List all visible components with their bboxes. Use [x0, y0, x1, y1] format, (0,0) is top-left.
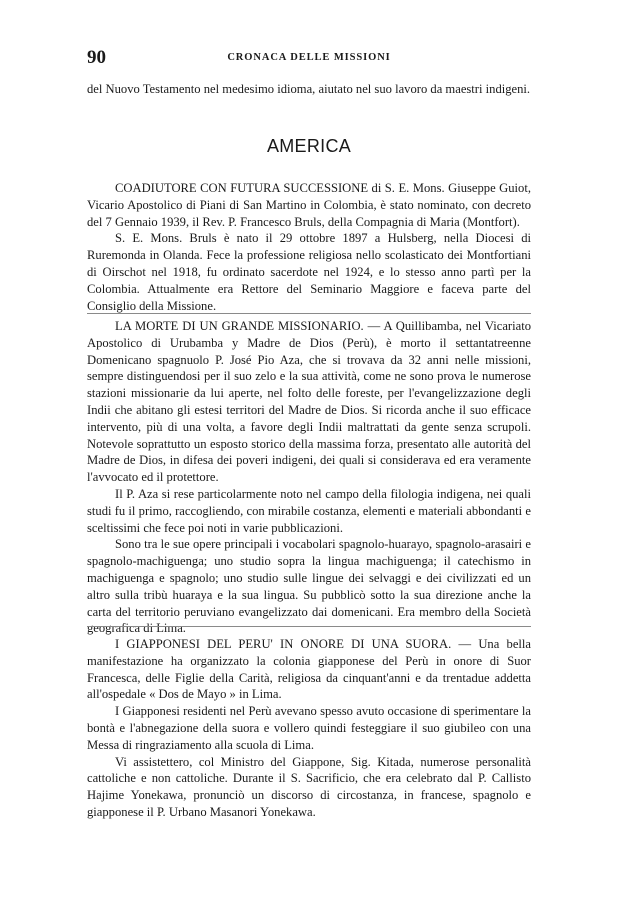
intro-paragraph: del Nuovo Testamento nel medesimo idioma, aiutato nel suo lavoro da maestri indigeni.	[87, 82, 531, 96]
section-heading: AMERICA	[266, 136, 352, 156]
running-title: CRONACA DELLE MISSIONI	[227, 52, 391, 63]
article-coadiutore	[87, 180, 531, 314]
article-paragraph: Il P. Aza si rese particolarmente noto nel campo della filologia indigena, nei quali studi fu il primo, raccogliendo, con mirabile costanza, elementi e materiali abbondanti e sceltissimi che fece poi noti in varie pubblicazioni.	[87, 486, 531, 535]
article-paragraph: I GIAPPONESI DEL PERU' IN ONORE DI UNA SUORA. — Una bella manifestazione ha organizzato la colonia giapponese del Perù in onore di Suor Francesca, delle Figlie della Carità, religiosa da cinquant'anni e da trentadue addetta all'ospedale « Dos de Mayo » in Lima.	[87, 637, 531, 702]
article-morte-missionario	[87, 318, 531, 637]
article-paragraph: COADIUTORE CON FUTURA SUCCESSIONE di S. E. Mons. Giuseppe Guiot, Vicario Apostolico di Piani di San Martino in Colombia, è stato nominato, con decreto del 7 Gennaio 1939, il Rev. P. Francesco Bruls, della Compagnia di Maria (Montfort).	[87, 181, 531, 229]
section-divider	[87, 626, 531, 627]
article-paragraph: S. E. Mons. Bruls è nato il 29 ottobre 1897 a Hulsberg, nella Diocesi di Ruremonda in Olanda. Fece la professione religiosa nello scolasticato dei Montfortiani di Oirschot nel 1918, fu ordinato sacerdote nel 1924, e lo stesso anno partì per la Colombia. Attualmente era Rettore del Seminario Maggiore e faceva parte del Consiglio della Missione.	[87, 231, 531, 313]
running-header	[87, 47, 531, 69]
section-divider	[87, 313, 531, 314]
article-paragraph: Sono tra le sue opere principali i vocabolari spagnolo-huarayo, spagnolo-arasairi e spagnolo-machiguenga; uno studio sopra la lingua machiguenga; il catechismo in machiguenga e spagnolo; uno studio sulle lingue dei selvaggi e dei civilizzati ed un altro sulla tribù huaraya e la sua lingua. Su pubblicò sotto la sua direzione anche la carta del territorio peruviano evangelizzato dai domenicani. Era membro della Società geografica di Lima.	[87, 537, 531, 636]
intro-text	[87, 81, 531, 98]
article-paragraph: I Giapponesi residenti nel Perù avevano spesso avuto occasione di sperimentare la bontà e l'abnegazione della suora e vollero quindi festeggiare il suo giubileo con una Messa di ringraziamento alla scuola di Lima.	[87, 704, 531, 752]
article-paragraph: LA MORTE DI UN GRANDE MISSIONARIO. — A Quillibamba, nel Vicariato Apostolico di Urubamba y Madre de Dios (Perù), è morto il settantatreenne Domenicano spagnuolo P. José Pio Aza, che si trovava da 32 anni nelle missioni, sempre distinguendosi per il suo zelo e la sua attività, come ne sono prova le numerose stazioni missionarie da lui aperte, nel folto delle foreste, per l'evangelizzazione degli Indii che abitano gli estesi territori del Madre de Dios. Si ricorda anche il suo efficace intervento, più di una volta, a favore degli Indii maltrattati da gente senza scrupoli. Notevole soprattutto un esposto storico della massima forza, presentato alle autorità del Madre de Dios, in difesa dei poveri indigeni, dei quali si considerava ed era veramente l'avvocato ed il protettore.	[87, 319, 531, 485]
article-paragraph: Vi assistettero, col Ministro del Giappone, Sig. Kitada, numerose personalità cattoliche e non cattoliche. Durante il S. Sacrificio, che era celebrato dal P. Callisto Hajime Yonekawa, pronunciò un discorso di circostanza, in francese, spagnolo e giapponese il P. Urbano Masanori Yonekawa.	[87, 754, 531, 819]
article-giapponesi	[87, 636, 531, 821]
page-number: 90	[87, 47, 106, 68]
